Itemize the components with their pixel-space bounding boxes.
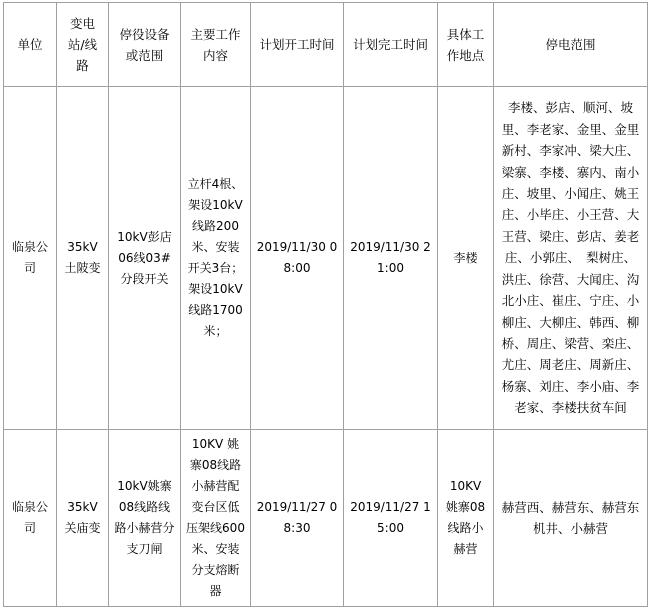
header-unit: 单位 bbox=[4, 3, 57, 87]
cell-unit: 临泉公司 bbox=[4, 87, 57, 430]
header-outage-scope: 停电范围 bbox=[494, 3, 648, 87]
cell-equipment: 10kV彭店06线03#分段开关 bbox=[109, 87, 181, 430]
cell-substation: 35kV关庙变 bbox=[57, 430, 109, 607]
cell-start-time: 2019/11/30 08:00 bbox=[251, 87, 344, 430]
cell-outage-scope: 李楼、彭店、顺河、坡里、李老家、金里、金里新村、李家冲、梁大庄、梁寨、李楼、寨内、南小庄、坡里、小闻庄、姚王庄、小毕庄、小王营、大王营、梁庄、彭店、姜老庄、小郭庄、 梨树庄、洪庄、徐营、大闻庄、沟北小庄、崔庄、宁庄、小柳庄、大柳庄、韩西、柳桥、周庄、梁营、栾庄、尤庄、周老庄、周新庄、杨寨、刘庄、李小庙、李老家、李楼扶贫车间 bbox=[494, 87, 648, 430]
power-outage-table bbox=[3, 2, 648, 607]
table-row bbox=[4, 430, 648, 607]
cell-equipment: 10kV姚寨08线路线路小赫营分支刀闸 bbox=[109, 430, 181, 607]
cell-outage-scope: 赫营西、赫营东、赫营东机井、小赫营 bbox=[494, 430, 648, 607]
cell-unit: 临泉公司 bbox=[4, 430, 57, 607]
table-row bbox=[4, 87, 648, 430]
table-header-row bbox=[4, 3, 648, 87]
cell-work: 立杆4根、架设10kV线路200米、安装开关3台；架设10kV线路1700米； bbox=[181, 87, 251, 430]
header-main-work: 主要工作内容 bbox=[181, 3, 251, 87]
cell-location: 10KV 姚寨08线路小赫营 bbox=[438, 430, 494, 607]
header-planned-start: 计划开工时间 bbox=[251, 3, 344, 87]
cell-work: 10KV 姚寨08线路小赫营配变台区低压架线600米、安装分支熔断器 bbox=[181, 430, 251, 607]
cell-location: 李楼 bbox=[438, 87, 494, 430]
header-work-location: 具体工作地点 bbox=[438, 3, 494, 87]
cell-end-time: 2019/11/27 15:00 bbox=[344, 430, 438, 607]
cell-end-time: 2019/11/30 21:00 bbox=[344, 87, 438, 430]
header-planned-end: 计划完工时间 bbox=[344, 3, 438, 87]
header-equipment: 停役设备或范围 bbox=[109, 3, 181, 87]
header-substation-line: 变电站/线路 bbox=[57, 3, 109, 87]
cell-start-time: 2019/11/27 08:30 bbox=[251, 430, 344, 607]
cell-substation: 35kV土陂变 bbox=[57, 87, 109, 430]
